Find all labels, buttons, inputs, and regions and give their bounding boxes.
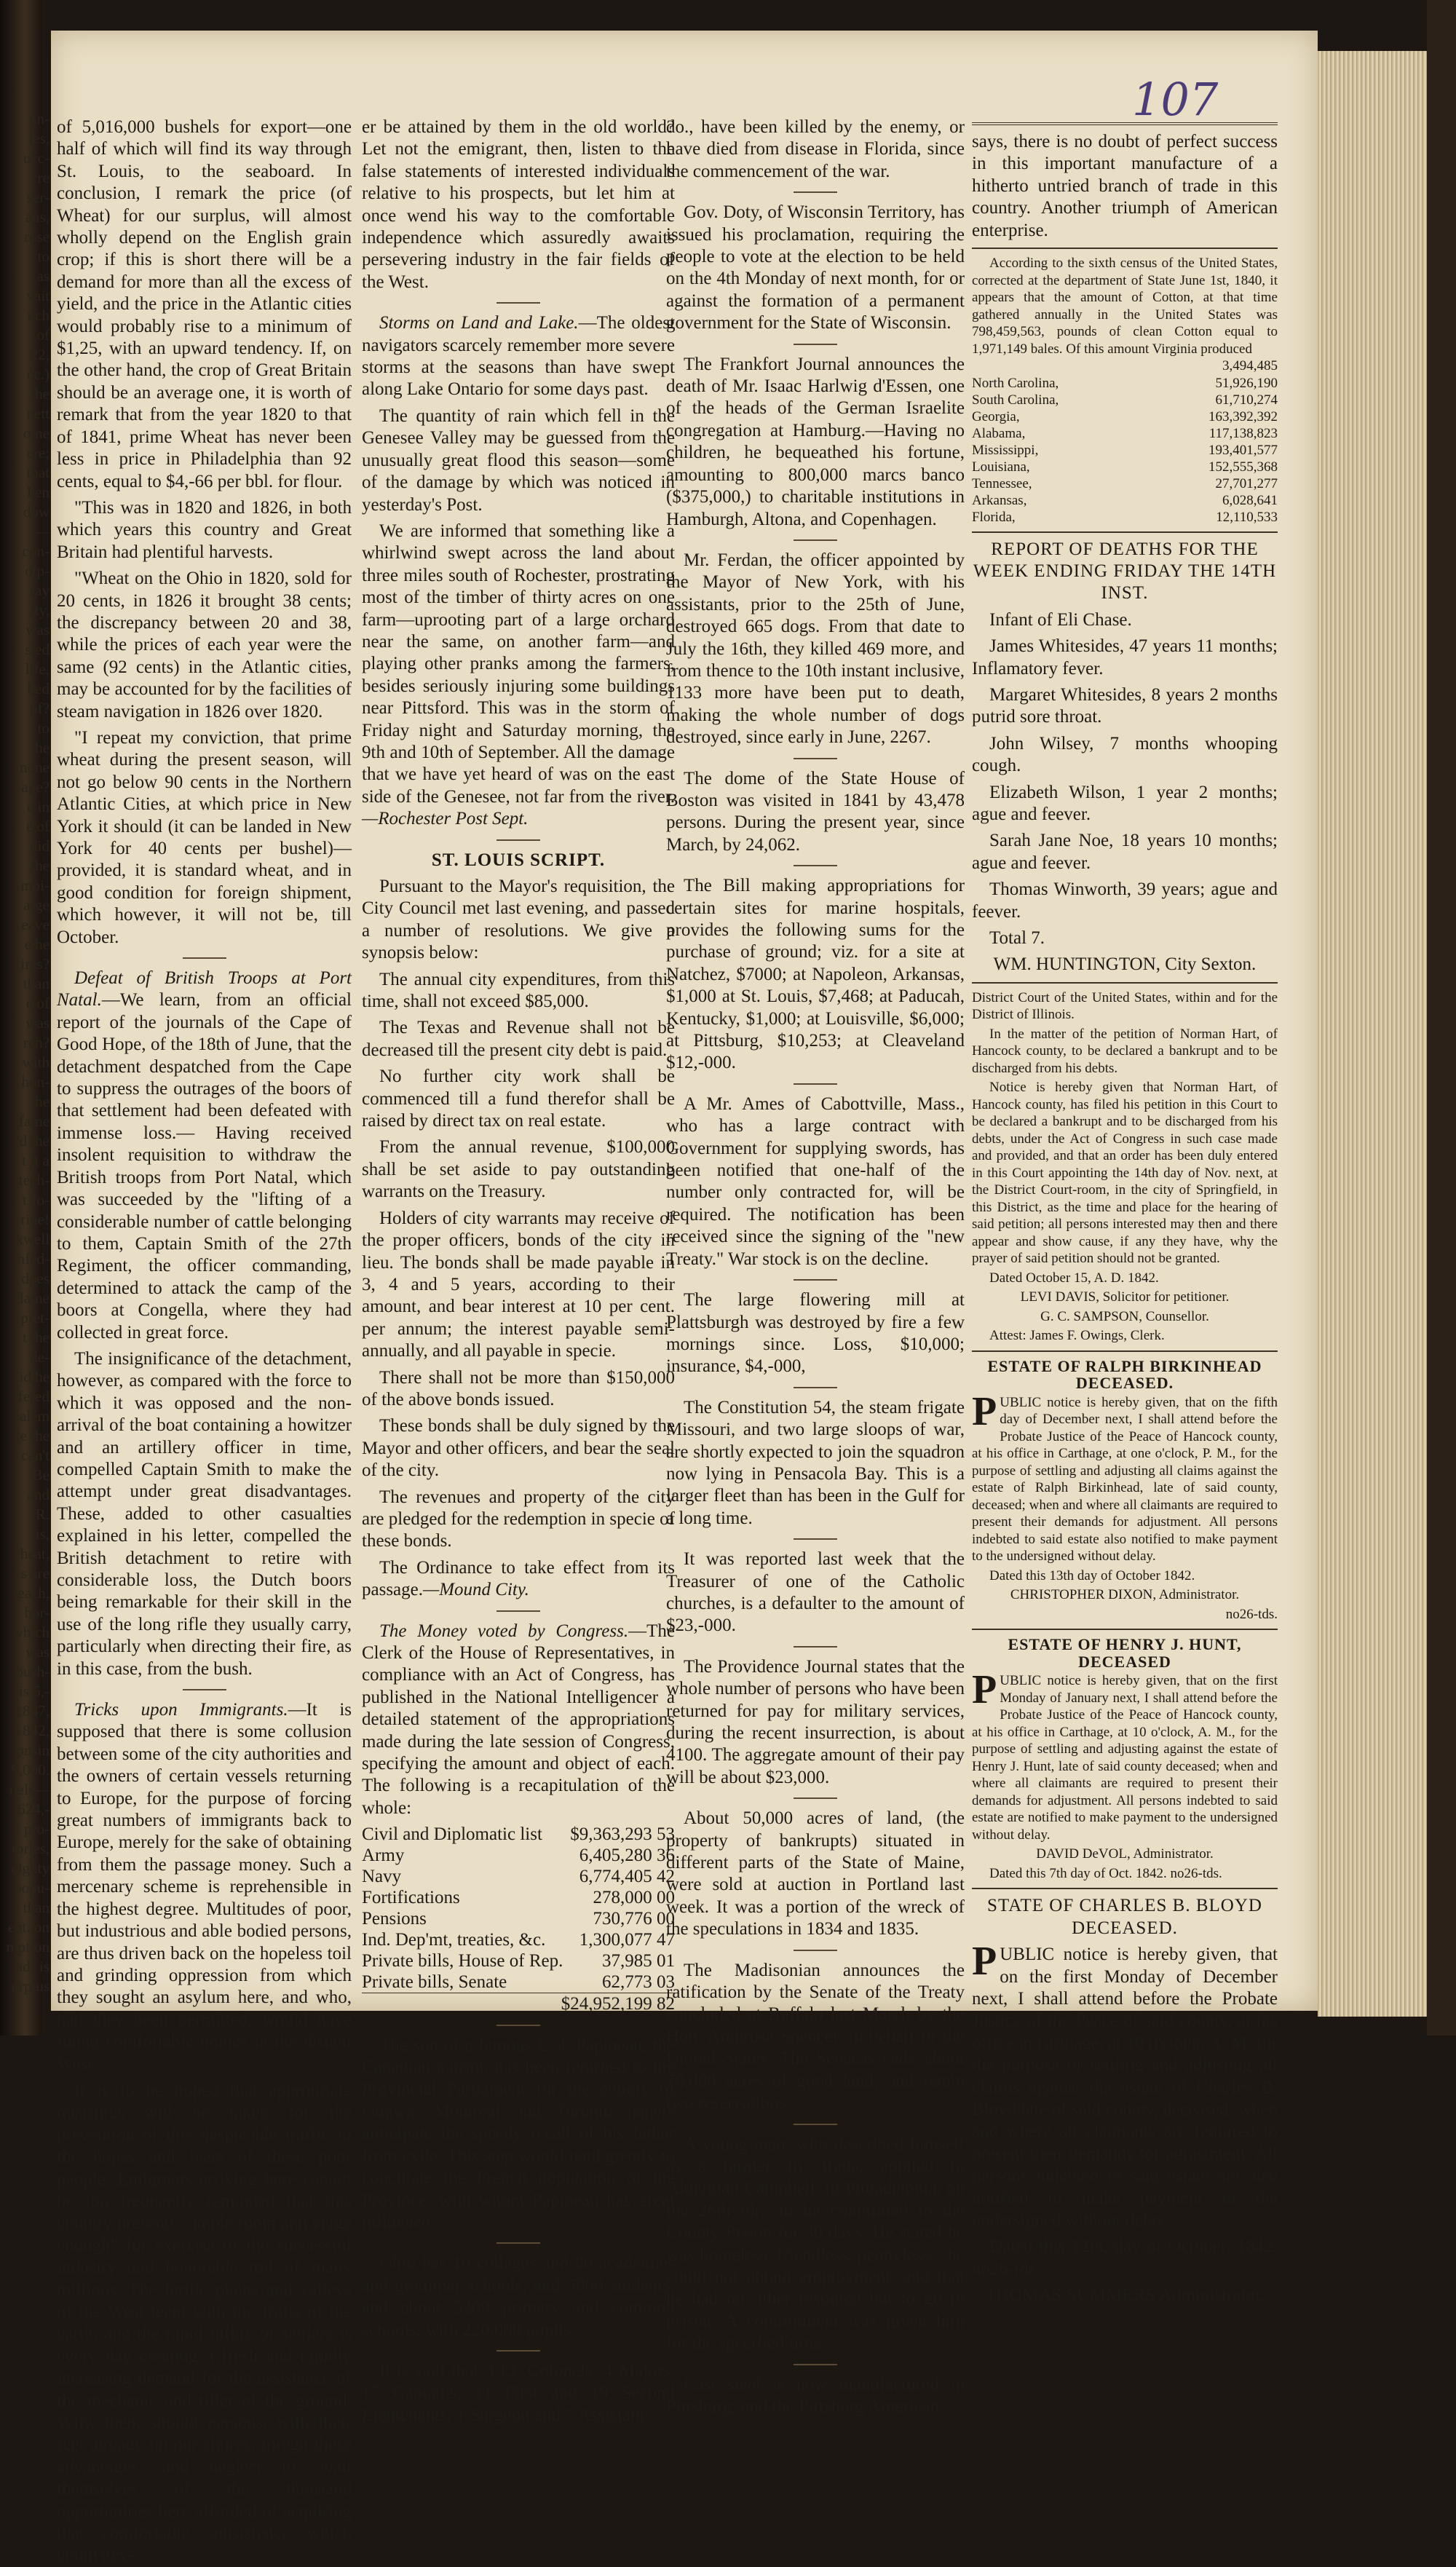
death-entry: John Wilsey, 7 months whooping cough. xyxy=(972,733,1278,776)
row-value: 6,028,641 xyxy=(1222,492,1278,508)
edge-fragment: ad) is xyxy=(15,1958,50,1975)
paragraph-text: The Ordinance to take effect from its passage. xyxy=(362,1557,675,1600)
divider xyxy=(794,1279,837,1281)
death-entry: James Whitesides, 47 years 11 months; Inflamatory fever. xyxy=(972,636,1278,679)
death-entry: Infant of Eli Chase. xyxy=(989,609,1132,630)
divider xyxy=(972,1888,1278,1889)
row-value: 730,776 00 xyxy=(593,1909,675,1929)
article-immigrants-p2: It is to be hoped that appropriate measures will be taken for the prevention of this despicable traffic in the hopes and fears of these poor people. Emigrants arriving here cannot be too frequently reminded that this country presents "ample room and verge enough" for exercise of the successful industry and honorable toil of many millions. The fertile plains and valleys of the West teem with the fruits of the earth, and the rapid influx of settlers is every day creating a fresh and rapidly increasing demand for the assistance of the mechanic and tiller of the ground. Why, then, should persons, with their feet already on our shores, forego these advantages, and neglect to avail themselves of the thousand opportunities here afforded of acquiring that comfortable subsistence which could nev- xyxy=(57,2080,352,2566)
edge-fragment: — xyxy=(34,523,50,540)
divider xyxy=(794,539,837,541)
row-value: 51,926,190 xyxy=(1215,375,1278,391)
divider xyxy=(496,839,540,841)
edge-fragment: e,of xyxy=(25,818,50,835)
article-frankfort: The Frankfort Journal announces the death of Mr. Isaac Harlwig d'Essen, one of the heads of the German Israelite congregation at Hamburg.—Having no children, he bequeathed his fortune, amounting to 800,000 marcs banco ($375,000,) to charitable institutions in Hamburgh, Altona, and Copenhagen. xyxy=(666,354,965,529)
table-row xyxy=(972,475,1278,492)
court-notice xyxy=(972,989,1278,1345)
table-row xyxy=(972,425,1278,442)
edge-fragment: 22, xyxy=(30,346,50,363)
edge-fragment: to xyxy=(37,248,50,265)
edge-fragment: 9,000. xyxy=(11,1761,50,1779)
estate-signature: DAVID DeVOL, Administrator. xyxy=(1036,1846,1214,1862)
edge-fragment: heat, xyxy=(20,1545,50,1562)
edge-fragment: ucc- xyxy=(23,149,50,167)
article-dogs: Mr. Ferdan, the officer appointed by the Mayor of New York, with his assistants, prior to the 25th of June, destroyed 665 dogs. From that date to July the 16th, they killed 469 more, and from thence to the 10th instant inclusive, 1133 more have been put to death, making the whole number of dogs destroyed, since early in June, 2267. xyxy=(666,550,965,748)
cotton-table xyxy=(972,375,1278,526)
drop-cap: P xyxy=(972,1939,997,1985)
appropriations-total: $24,952,199 82 xyxy=(362,1993,675,2015)
edge-fragment: ere; xyxy=(26,444,50,462)
divider xyxy=(794,1083,837,1085)
divider xyxy=(972,1350,1278,1352)
table-row xyxy=(362,1950,675,1971)
court-signature: LEVI DAVIS, Solicitor for petitioner. xyxy=(1020,1289,1230,1305)
edge-fragment: rose xyxy=(24,228,50,245)
death-entry: Elizabeth Wilson, 1 year 2 months; ague and feever. xyxy=(972,782,1278,824)
article-immigrants xyxy=(57,1699,352,2076)
article-providence: The Providence Journal states that the whole number of persons who have been returned for pay for military services, during the recent insurrection, is about 4100. The aggregate amount of their pay will be about $23,000. xyxy=(666,1656,965,1787)
divider xyxy=(794,1646,837,1648)
divider xyxy=(496,2242,540,2244)
article-immigrants-end: er be attained by them in the old world? Let not the emigrant, then, listen to the false statements of interested individuals relative to his prospects, but let him at once wend his way to the comfortable independence which assuredly awaits persevering industry in the fair fields of the West. xyxy=(362,117,675,292)
edge-fragment: R. xyxy=(35,1506,50,1523)
heading-deaths-report: REPORT OF DEATHS FOR THE WEEK ENDING FRIDAY THE 14TH INST. xyxy=(973,539,1277,604)
article-marine-hospitals: The Bill making appropriations for certain sites for marine hospitals, provides the following sums for the purchase of ground; viz. for a site at Natchez, $7000; at Napoleon, Arkansas, $1,000 at St. Louis, $7,468; at Paducah, Kentucky, $1,000; at Louisville, $6,000; at Pittsburg, $10,253; at Cleaveland $12,-000. xyxy=(666,876,965,1073)
edge-fragment: popu- xyxy=(14,1879,50,1896)
script-p6: Holders of city warrants may receive of the proper officers, bonds of the city in lieu. The bonds shall be made payable in 3, 4 and 5 years, according to their amount, and bear interest at 10 per cent. per annum; the interest payable semi-annually, and all payable in specie. xyxy=(362,1208,675,1361)
deaths-total: Total 7. xyxy=(989,928,1045,949)
divider xyxy=(794,1797,837,1799)
edge-fragment: is, xyxy=(35,1525,50,1543)
column-2 xyxy=(362,116,675,2425)
page-edges xyxy=(1318,51,1427,2017)
court-paragraph: In the matter of the petition of Norman Hart, of Hancock county, to be declared a bankrupt and to be discharged from his debts. xyxy=(972,1026,1278,1076)
row-value: 1,300,077 47 xyxy=(579,1930,675,1950)
article-body: —The Clerk of the House of Representatives, in compliance with an Act of Congress, has published in the National Intelligencer a detailed statement of the appropriations made during the late session of Congress, specifying the amount and object of each. The following is a recapitulation of the whole: xyxy=(362,1621,675,1818)
article-mill-fire: The large flowering mill at Plattsburgh was destroyed by fire a few mornings since. Loss, $10,000; insurance, $4,-000, xyxy=(666,1290,965,1377)
row-value: 27,701,277 xyxy=(1215,475,1278,491)
column-4 xyxy=(972,116,1278,2306)
column-top-rule xyxy=(972,122,1278,125)
row-label: Navy xyxy=(362,1867,402,1887)
article-wheat-p4: "I repeat my conviction, that prime wheat during the present season, will not go below 90 cents in the Northern Atlantic Cities, at which price in New York it should (it can be landed in New York for 40 cents per bushel)—provided, it is standard wheat, and in good condition for foreign shipment, which however, it will not be, till October. xyxy=(57,727,352,947)
table-row xyxy=(362,1824,675,1845)
row-label: Florida, xyxy=(972,509,1016,525)
divider xyxy=(794,1950,837,1951)
article-title: Storms on Land and Lake. xyxy=(379,313,579,333)
row-label: Arkansas, xyxy=(972,492,1027,508)
edge-fragment: nett xyxy=(26,405,50,422)
row-value: 278,000 00 xyxy=(593,1888,675,1908)
article-papineau: The son of a famous L. J. Papineau, the Canadian patriot, has been returned to the Provincial Parliament for the county of Ottawa. Montreal and Toronto papers anticipate the speedy recall of his father from exile. This step would tend greatly to conciliate the French population of the Province, with whom Papineau has great influence. xyxy=(362,2035,675,2232)
article-port-natal xyxy=(57,968,352,1344)
row-value: 12,110,533 xyxy=(1216,509,1278,525)
drop-cap: P xyxy=(972,1388,997,1434)
edge-fragment: dow xyxy=(23,503,50,521)
row-label: Alabama, xyxy=(972,425,1026,441)
row-label: Georgia, xyxy=(972,408,1020,424)
court-signature: G. C. SAMPSON, Counsellor. xyxy=(1040,1308,1209,1324)
edge-fragment: which xyxy=(12,1623,50,1641)
article-title: Defeat of British Troops at Port Natal. xyxy=(57,968,352,1010)
court-heading: District Court of the United States, within and for the District of Illinois. xyxy=(972,989,1278,1023)
edge-fragment: rch? xyxy=(23,1034,50,1051)
edge-fragment: t it a xyxy=(22,1152,50,1169)
article-storms xyxy=(362,312,675,401)
edge-fragment: 1837, xyxy=(15,1702,50,1720)
script-p9: The revenues and property of the city are pledged for the redemption in specie of these bonds. xyxy=(362,1487,675,1551)
table-row xyxy=(362,1971,675,1993)
article-officers-killed: It is said that 3 Lt. Colonels, 4 Majors, 17 Captains, 11 First and 19 Second Lieutenants, 1 Surgeon and 5 Assistant xyxy=(362,2360,675,2425)
edge-fragment: life, xyxy=(25,660,50,678)
divider xyxy=(496,302,540,304)
edge-fragment: id he xyxy=(19,1368,50,1385)
edge-fragment: was xyxy=(25,1643,50,1661)
table-row xyxy=(362,1908,675,1929)
edge-fragment: mpi- xyxy=(20,877,50,894)
article-officers-killed-end: do., have been killed by the enemy, or have died from disease in Florida, since the commencement of the war. xyxy=(666,117,965,181)
census-notice xyxy=(972,255,1278,526)
row-label: Ind. Dep'mt, treaties, &c. xyxy=(362,1930,546,1950)
edge-fragment: hon- xyxy=(21,1073,50,1091)
estate-text: UBLIC notice is hereby given, that on the fifth day of December next, I shall attend before the Probate Justice of the Peace of Hancock county, at his office in Carthage, at one o'clock, P. M., for the purpose of settling and adjusting all claims against the estate of Ralph Birkinhead, late of said county, deceased; when and where all claimants are required to present their demands for adjustment. All persons indebted to said estate also notified to make payment to the undersigned without delay. xyxy=(972,1394,1278,1565)
row-label: Army xyxy=(362,1846,405,1866)
edge-fragment: 1842, xyxy=(15,1722,50,1739)
edge-fragment: t pro- xyxy=(15,1820,50,1838)
script-p1: Pursuant to the Mayor's requisition, the City Council met last evening, and passed a number of resolutions. We give a synopsis below: xyxy=(362,877,675,963)
table-row xyxy=(972,492,1278,509)
article-young-man: A young man, who described himself as a farmer by trade, applied to Alderman Campbell, of Philadelphia, on the 26th ult., to be committed to the County Prison for 30 days. He stated he was homeless, friendless, pennyless—he could not obtain employment, and that he had no other resource but to go to prison. A commitment was given him for the specified time. xyxy=(666,2134,965,2354)
edge-fragment: le the xyxy=(15,1427,50,1444)
script-p3: The Texas and Revenue shall not be decreased till the present city debt is paid. xyxy=(362,1018,675,1060)
edge-fragment: he xyxy=(35,1093,50,1110)
edge-fragment: eighty xyxy=(11,1859,50,1877)
edge-fragment: that xyxy=(26,464,50,481)
estate-signature: CHRISTOPHER DIXON, Administrator. xyxy=(1010,1587,1240,1603)
edge-fragment: un- xyxy=(29,110,50,127)
estate-date: Dated this 13th day of October 1842. xyxy=(989,1567,1195,1583)
article-swords: A Mr. Ames of Cabottville, Mass., who has a large contract with Government for supplying swords, has been notified that one-half of the number only contracted for, will be required. The notification has been received since the signing of the "new Treaty." War stock is on the decline. xyxy=(666,1093,965,1269)
script-p8: These bonds shall be duly signed by the Mayor and other officers, and bear the seal of the city. xyxy=(362,1416,675,1481)
row-label: Tennessee, xyxy=(972,475,1032,491)
row-value: $9,363,293 53 xyxy=(570,1824,675,1845)
court-paragraph: Notice is hereby given that Norman Hart, of Hancock county, has filed his petition in this Court to be declared a bankrupt and to be discharged from his debts, under the Act of Congress in such case made and provided, and that an order has been duly entered in this Court appointing the 14th day of Nov. next, at the District Court-room, in the city of Springfield, in this District, as the time and place for the hearing of said petition; all persons interested may then and there appear and show cause, if any they have, why the prayer of said petition should not be granted. xyxy=(972,1080,1278,1267)
edge-fragment: Be xyxy=(32,1466,50,1484)
edge-fragment: was xyxy=(25,621,50,638)
edge-fragment: was xyxy=(25,1014,50,1032)
edge-fragment: tech- xyxy=(19,1171,50,1189)
estate-heading: STATE OF CHARLES B. BLOYD DECEASED. xyxy=(987,1896,1262,1938)
divider xyxy=(794,1387,837,1388)
edge-fragment: s are xyxy=(20,1565,50,1582)
estate-notice-bloyd xyxy=(972,1895,1278,2306)
row-value: 117,138,823 xyxy=(1208,425,1278,441)
edge-fragment: the xyxy=(31,857,50,874)
source-credit: —Mound City. xyxy=(423,1580,529,1600)
edge-fragment: is 5,- xyxy=(19,1682,50,1700)
edge-fragment: uch xyxy=(27,306,50,324)
drop-cap: P xyxy=(972,1667,997,1713)
edge-fragment: none xyxy=(20,759,50,776)
appropriations-table xyxy=(362,1824,675,1993)
heading-st-louis-script: ST. LOUIS SCRIPT. xyxy=(431,850,606,870)
edge-fragment: the xyxy=(31,385,50,403)
edge-fragment: ser- xyxy=(26,189,50,206)
edge-fragment: sted xyxy=(25,641,50,658)
edge-fragment: mption xyxy=(6,1938,50,1955)
estate-text: UBLIC notice is hereby given, that on the first Monday of January next, I shall attend before the Probate Justice of the Peace of Hancock county, at his office in Carthage, at 10 o'clock, A. M., for the purpose of settling and adjusting against the estate of Henry J. Hunt, late of said county deceased; when and where all claimants are required to present their demands for adjustment. All persons indebted to said estate are notified to make payment to the undersigned without delay. xyxy=(972,1673,1278,1843)
table-row xyxy=(362,1929,675,1950)
edge-fragment: flame xyxy=(15,1289,50,1307)
edge-fragment: urplus xyxy=(11,1977,50,1995)
article-ohio-colleges: Ohio has 10 colleges and 80 academies and grammar schools, and 5000 students; and about 5200 primary and common schools, with 220,000 pupils. xyxy=(362,2253,675,2340)
census-text: According to the sixth census of the United States, corrected at the department of State June 1st, 1840, it appears that the amount of Cotton, at that time gathered annually in the United States was 798,459,563, pounds of clean Cotton equal to 1,971,149 bales. Of this amount Virginia produced xyxy=(972,256,1278,357)
column-3 xyxy=(666,116,965,2416)
row-value: 6,774,405 42 xyxy=(579,1867,675,1887)
estate-date: Dated this 12th, day of October, 1842. no26-tds. xyxy=(972,2236,1278,2279)
row-value: 6,405,280 36 xyxy=(579,1846,675,1866)
row-label: Pensions xyxy=(362,1909,427,1929)
script-p4: No further city work shall be commenced till a fund therefor shall be raised by direct tax on real estate. xyxy=(362,1067,675,1131)
article-body: —We learn, from an official report of the journals of the Cape of Good Hope, of the 18th of June, that the detachment despatched from the Cape to suppress the outrages of the boors of that settlement had been defeated with immense loss.— Having received insolent requisition to withdraw the British troops from Port Natal, which was succeeded by the "lifting of a considerable number of cattle belonging to them, Captain Smith of the 27th Regiment, the officer commanding, determined to attack the camp of the boors at Congella, where they had collected in great force. xyxy=(57,990,352,1342)
edge-fragment: olp- xyxy=(25,562,50,580)
edge-fragment: onsin xyxy=(16,1741,50,1759)
article-title: Tricks upon Immigrants. xyxy=(74,1700,288,1720)
table-row xyxy=(972,509,1278,526)
edge-fragment: say xyxy=(29,582,50,599)
article-wheat-p2: "This was in 1820 and 1826, in both which years this country and Great Britain had plentiful harvests. xyxy=(57,497,352,562)
edge-fragment: e he xyxy=(24,936,50,953)
edge-fragment: e in xyxy=(27,798,50,815)
table-row xyxy=(362,1866,675,1887)
edge-fragment: salem xyxy=(14,1407,50,1425)
script-p2: The annual city expenditures, from this time, shall not exceed $85,000. xyxy=(362,969,675,1012)
script-p5: From the annual revenue, $100,000 shall be set aside to pay outstanding warrants on the Treasury. xyxy=(362,1137,675,1202)
edge-fragment: with xyxy=(22,1053,50,1071)
edge-fragment: con- xyxy=(22,542,50,560)
edge-fragment: ity, xyxy=(30,601,50,619)
edge-fragment: nels— xyxy=(9,1781,50,1798)
estate-notice-hunt xyxy=(972,1636,1278,1882)
article-treasurer: It was reported last week that the Treasurer of one of the Catholic churches, is a defaulter to the amount of $23,-000. xyxy=(666,1549,965,1636)
edge-fragment: e of xyxy=(25,994,50,1012)
handwritten-folio-number: 107 xyxy=(1132,73,1219,126)
divider xyxy=(794,2364,837,2365)
table-row xyxy=(362,1845,675,1866)
census-intro xyxy=(972,255,1278,374)
death-entry: Sarah Jane Noe, 18 years 10 months; ague and feever. xyxy=(972,831,1278,873)
estate-notice-birkinhead xyxy=(972,1358,1278,1623)
row-label: Private bills, House of Rep. xyxy=(362,1951,563,1971)
edge-fragment: reach, xyxy=(12,1584,50,1602)
edge-fragment: hen xyxy=(27,483,50,501)
source-credit: —Rochester Post Sept. xyxy=(362,809,529,829)
edge-fragment: pret- xyxy=(20,1309,50,1326)
row-value: 152,555,368 xyxy=(1208,459,1278,475)
census-virginia-value: 3,494,485 xyxy=(1222,358,1278,374)
row-value: 61,710,274 xyxy=(1215,392,1278,408)
edge-fragment: s than xyxy=(13,1899,50,1916)
article-state-house: The dome of the State House of Boston was visited in 1841 by 43,478 persons. During the present year, since March, by 24,062. xyxy=(666,768,965,855)
table-row xyxy=(972,459,1278,475)
article-body: —The oldest navigators scarcely remember more severe storms at the seasons than have swept along Lake Ontario for some days past. xyxy=(362,313,675,400)
edge-fragment: ires? xyxy=(20,955,50,973)
table-row xyxy=(362,1887,675,1908)
article-money-voted xyxy=(362,1621,675,1820)
edge-fragment: ies, xyxy=(28,130,50,147)
table-row xyxy=(972,408,1278,425)
divider xyxy=(972,248,1278,249)
article-title: The Money voted by Congress. xyxy=(379,1621,629,1641)
row-label: Mississippi, xyxy=(972,442,1039,458)
script-p10 xyxy=(362,1557,675,1602)
edge-fragment: of? xyxy=(30,700,50,717)
edge-fragment: re xyxy=(37,169,50,186)
divider xyxy=(794,2124,837,2125)
edge-fragment: vait xyxy=(26,287,50,304)
edge-fragment: of xyxy=(36,326,50,344)
table-row xyxy=(972,392,1278,408)
edge-fragment: ent. on xyxy=(7,1918,50,1936)
divider xyxy=(972,531,1278,533)
table-row xyxy=(972,375,1278,392)
row-value: 163,392,392 xyxy=(1208,408,1278,424)
divider xyxy=(794,865,837,866)
row-label: Louisiana, xyxy=(972,459,1030,475)
edge-fragment: ans, xyxy=(25,208,50,226)
edge-fragment: as xyxy=(36,267,50,285)
script-p7: There shall not be more than $150,000 of the above bonds issued. xyxy=(362,1367,675,1409)
divider xyxy=(496,2350,540,2352)
table-row xyxy=(972,442,1278,459)
divider xyxy=(496,2025,540,2026)
edge-fragment: kwell xyxy=(15,1230,50,1248)
edge-fragment: age? xyxy=(21,778,50,796)
edge-fragment: d the xyxy=(19,1132,50,1150)
book-spine xyxy=(1427,0,1456,2036)
divider xyxy=(496,1610,540,1612)
edge-fragment: rine! xyxy=(20,1211,50,1228)
edge-fragment: 624,- xyxy=(17,1800,50,1818)
edge-fragment: arge xyxy=(23,896,50,914)
paragraph-text: We are informed that something like a whirlwind swept across the land about three miles south of Rochester, prostrating most of the timber of thirty acres on one farm—uprooting part of a large orchard near the same, on another farm—and playing other pranks among the farmers, besides seriously injuring some buildings near Pittsford. This was in the storm of Friday night and Saturday morning, the 9th and 10th of September. All the damage that we have yet heard of was on the east side of the Genesee, not far from the river. xyxy=(362,521,675,807)
estate-date: Dated this 7th day of Oct. 1842. no26-tds. xyxy=(989,1865,1222,1881)
article-port-natal-p2: The insignificance of the detachment, however, as compared with the force to which it was opposed and the non-arrival of the boat containing a howitzer and an artillery officer in time, compelled Captain Smith to make the attempt under great disadvantages. These, added to other casualties explained in his letter, compelled the British detachment to retire with considerable loss, the Dutch boors being remarkable for their skill in the use of the long rifle they usually carry, particularly when directing their fire, as in this case, from the bush. xyxy=(57,1348,352,1679)
edge-fragment: fame xyxy=(19,1112,50,1130)
previous-page-fragments xyxy=(0,109,50,2031)
estate-code: no26-tds. xyxy=(1225,1606,1278,1622)
article-body: —It is supposed that there is some collusion between some of the city authorities and the owners of certain vessels returning to Europe, for the purpose of forcing great numbers of immigrants back to Europe, merely for the sake of obtaining from them the passage money. Such a mercenary scheme is reprehensible in the highest degree. Multitudes of poor, but industrious and able bodied persons, are thus driven back on the hopeless toil and grinding oppression from which they sought an asylum here, and who, had they been permitted, would have found comfortable homes in the distant West. xyxy=(57,1700,352,2074)
article-maine-land: About 50,000 acres of land, (the property of bankrupts) situated in different parts of the State of Maine, were sold at auction in Portland last week. It was a portion of the wreck of the speculations in 1834 and 1835. xyxy=(666,1808,965,1939)
edge-fragment: eave xyxy=(21,916,50,933)
death-entry: Margaret Whitesides, 8 years 2 months putrid sore throat. xyxy=(972,684,1278,727)
edge-fragment: bush- xyxy=(15,1663,50,1680)
row-label: North Carolina, xyxy=(972,375,1059,391)
row-label: South Carolina, xyxy=(972,392,1059,408)
article-cast-steel-end: says, there is no doubt of perfect success in this important manufacture of a hitherto untried branch of trade in this country. Another triumph of American enterprise. xyxy=(972,132,1278,240)
row-label: Civil and Diplomatic list xyxy=(362,1824,542,1845)
edge-fragment: did xyxy=(30,837,50,855)
edge-fragment: does xyxy=(21,1270,50,1287)
article-cast-steel: Cast steel is now manufactured in Pittsburg; and the Pittsburg American xyxy=(666,2374,965,2416)
article-madisonian: The Madisonian announces the ratification by the Senate of the Treaty concluded at Buffalo last March by the Hon. Ambrose Spencer, in behalf of the United States. The Senacas cede about 70,000 acres of good land, and retain two reservations. xyxy=(666,1960,965,2113)
estate-body xyxy=(972,1388,1278,1565)
divider xyxy=(794,191,837,193)
article-wheat-continued: of 5,016,000 bushels for export—one half of which will find its way through St. Louis, to the seaboard. In conclusion, I remark the price (of Wheat) for our surplus, will almost wholly depend on the English grain crop; if this is short there will be a demand for more than all the excess of yield, and the price in the Atlantic cities would probably rise to a minimum of $1,25, with an upward tendency. If, on the other hand, the crop of Great Britain should be an average one, it is worth of remark that from the year 1820 to that of 1841, prime Wheat has never been less in price in Philadelphia than 92 cents, equal to $4,-66 per bbl. for flour. xyxy=(57,117,352,491)
divider xyxy=(794,344,837,345)
estate-heading: ESTATE OF RALPH BIRKINHEAD DECEASED. xyxy=(987,1356,1262,1393)
row-label: Fortifications xyxy=(362,1888,460,1908)
divider xyxy=(183,957,226,959)
article-constitution: The Constitution 54, the steam frigate Missouri, and two large sloops of war, are shortly expected to join the squadron now lying in Pensacola Bay. This is a larger fleet than has been in the Gulf for a long time. xyxy=(666,1397,965,1528)
edge-fragment: he xyxy=(35,739,50,756)
edge-fragment: nfed- xyxy=(17,1250,50,1267)
estate-heading: ESTATE OF HENRY J. HUNT, DECEASED xyxy=(1008,1635,1242,1671)
divider xyxy=(972,982,1278,984)
divider xyxy=(183,1689,226,1690)
article-wheat-p3: "Wheat on the Ohio in 1820, sold for 20 cents, in 1826 it brought 38 cents; the discrepancy between 20 and 38, while the prices of each year were the same (92 cents) in the Atlantic cities, may be accounted for by the facilities of steam navigation in 1826 over 1820. xyxy=(57,569,352,721)
edge-fragment: t Jo- xyxy=(23,1191,50,1209)
edge-fragment: ffered xyxy=(13,1388,50,1405)
row-value: 62,773 03 xyxy=(602,1972,675,1993)
edge-fragment: tories, xyxy=(12,1840,50,1857)
divider xyxy=(972,1629,1278,1630)
edge-fragment: to xyxy=(37,719,50,737)
edge-fragment: ome xyxy=(23,424,50,442)
article-storms-p3 xyxy=(362,521,675,831)
edge-fragment: than xyxy=(23,975,50,992)
estate-text: UBLIC notice is hereby given, that on the first Monday of December next, I shall attend before the Probate Justice of the Peace of said county, at his office in carthage, at 10 o'clock, A. M. for the purpose of settling and adjusting all claims against the estate of Charles B. Bloyd late of said county, deceased; when and where all claimants are required to present their demands for adjustment. All persons indebted to said estate are also notified to make payment to the undersigned without delay. xyxy=(972,1945,1278,2231)
edge-fragment: bed xyxy=(27,680,50,697)
edge-fragment: t the xyxy=(23,1329,50,1346)
divider xyxy=(794,758,837,759)
sexton-signature: WM. HUNTINGTON, City Sexton. xyxy=(993,954,1257,975)
edge-fragment: de- xyxy=(30,1348,50,1366)
estate-body xyxy=(972,1939,1278,2231)
estate-body xyxy=(972,1667,1278,1843)
row-value: 37,985 01 xyxy=(602,1951,675,1971)
article-storms-p2: The quantity of rain which fell in the Genesee Valley may be guessed from the unusually great flood this season—some of the damage by which was noticed in yesterday's Post. xyxy=(362,406,675,515)
row-value: 193,401,577 xyxy=(1208,442,1278,458)
court-attest: Attest: James F. Owings, Clerk. xyxy=(989,1328,1165,1344)
edge-fragment: cc.) xyxy=(27,365,50,383)
edge-fragment: bor- xyxy=(24,1604,50,1621)
column-1 xyxy=(57,116,352,2566)
edge-fragment: can't xyxy=(21,1447,50,1464)
article-gov-doty: Gov. Doty, of Wisconsin Territory, has issued his proclamation, requiring the people to vote at the election to be held on the 4th Monday of next month, for or against the formation of a permanent government for the State of Wisconsin. xyxy=(666,202,965,333)
edge-fragment: and xyxy=(27,1486,50,1503)
divider xyxy=(794,1538,837,1540)
estate-signature: THOMAS SUMMERS Administrator. xyxy=(984,2285,1265,2306)
row-label: Private bills, Senate xyxy=(362,1972,507,1993)
court-date: Dated October 15, A. D. 1842. xyxy=(989,1270,1159,1286)
death-entry: Thomas Winworth, 39 years; ague and feever. xyxy=(972,879,1278,922)
